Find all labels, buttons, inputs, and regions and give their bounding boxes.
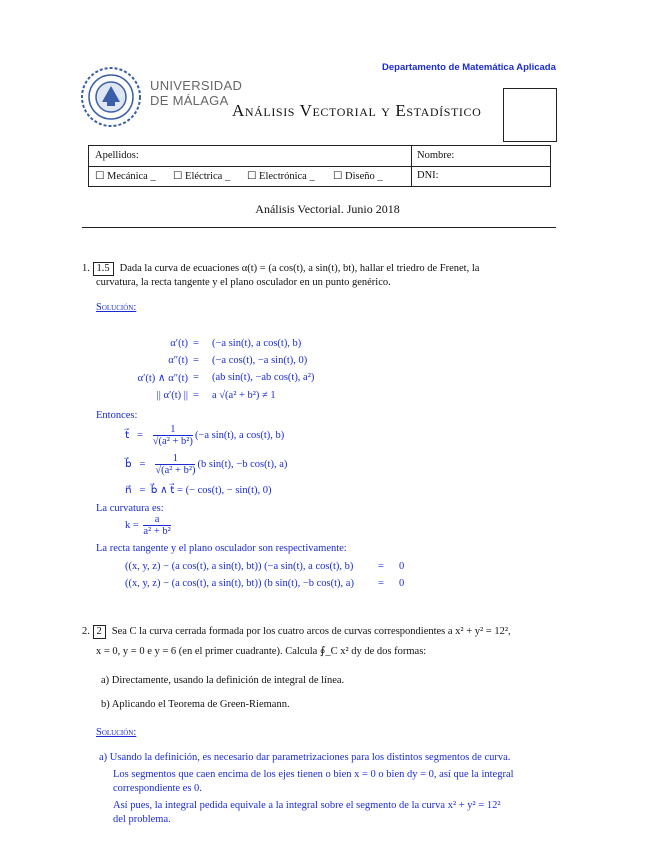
course-title: Análisis Vectorial y Estadístico bbox=[232, 101, 482, 120]
sol-a-line1: a) Usando la definición, es necesario dar parametrizaciones para los distintos segmentos de curva. bbox=[99, 752, 511, 763]
title-divider bbox=[82, 227, 556, 228]
option-mecanica: ☐ Mecánica _ bbox=[95, 171, 156, 182]
problem1-statement-line2: curvatura, la recta tangente y el plano osculador en un punto genérico. bbox=[96, 277, 391, 288]
university-name: UNIVERSIDAD DE MÁLAGA bbox=[150, 78, 243, 108]
eq3-lhs: α′(t) ∧ α″(t) bbox=[137, 373, 188, 384]
entonces-label: Entonces: bbox=[96, 410, 138, 421]
option-electronica: ☐ Electrónica _ bbox=[247, 171, 315, 182]
eq2-rhs: (−a cos(t), −a sin(t), 0) bbox=[212, 355, 308, 366]
nombre-label: Nombre: bbox=[417, 150, 455, 161]
option-electrica: ☐ Eléctrica _ bbox=[173, 171, 231, 182]
normal-vector-eq: n⃗ = b⃗ ∧ t⃗ = (− cos(t), − sin(t), 0) bbox=[125, 485, 272, 496]
tangent-line-eq: ((x, y, z) − (a cos(t), a sin(t), bt)) (−a sin(t), a cos(t), b) bbox=[125, 561, 354, 572]
sol-a-line5: del problema. bbox=[113, 814, 171, 825]
tangent-vector-eq: t⃗ = $\frac{1}{\text{√(a² + b²)}}$ (−a sin(t), a cos(t), b) bbox=[125, 424, 285, 447]
university-seal-icon bbox=[80, 66, 142, 128]
curvature-eq: k = $\frac{a}{\text{a² + b²}}$ bbox=[125, 514, 171, 537]
problem1-points: 1.5 bbox=[93, 262, 114, 276]
eq1-lhs: α′(t) bbox=[170, 338, 188, 349]
tangent-line-label: La recta tangente y el plano osculador son respectivamente: bbox=[96, 543, 347, 554]
problem2-statement: 2. 2 Sea C la curva cerrada formada por los cuatro arcos de curvas correspondientes a x² + y² = 12², bbox=[82, 626, 511, 637]
dni-label: DNI: bbox=[417, 170, 439, 181]
department-name: Departamento de Matemática Aplicada bbox=[382, 62, 556, 73]
student-info-table bbox=[88, 145, 551, 187]
eq2-lhs: α″(t) bbox=[168, 355, 188, 366]
problem1-solution-label: Solución: bbox=[96, 302, 137, 313]
eq4-lhs: || α′(t) || bbox=[156, 390, 188, 401]
binormal-vector-eq: b⃗ = $\frac{1}{\text{√(a² + b²)}}$ (b sin(t), −b cos(t), a) bbox=[125, 453, 288, 476]
osculating-plane-eq: ((x, y, z) − (a cos(t), a sin(t), bt)) (b sin(t), −b cos(t), a) bbox=[125, 578, 354, 589]
sol-a-line3: correspondiente es 0. bbox=[113, 783, 202, 794]
curvature-label: La curvatura es: bbox=[96, 503, 164, 514]
problem2-solution-label: Solución: bbox=[96, 727, 137, 738]
problem1-statement: 1. 1.5 Dada la curva de ecuaciones α(t) = (a cos(t), a sin(t), bt), hallar el triedro de Frenet, la bbox=[82, 263, 480, 274]
apellidos-label: Apellidos: bbox=[95, 150, 139, 161]
sol-a-line4: Así pues, la integral pedida equivale a la integral sobre el segmento de la curva x² + y² = 12² bbox=[113, 800, 501, 811]
problem2-points: 2 bbox=[93, 625, 106, 639]
problem2-statement-line2: x = 0, y = 0 e y = 6 (en el primer cuadrante). Calcula ∮_C x² dy de dos formas: bbox=[96, 646, 427, 657]
sol-a-line2: Los segmentos que caen encima de los ejes tienen o bien x = 0 o bien dy = 0, así que la integral bbox=[113, 769, 514, 780]
option-diseno: ☐ Diseño _ bbox=[333, 171, 383, 182]
exam-title: Análisis Vectorial. Junio 2018 bbox=[255, 202, 400, 216]
eq3-rhs: (ab sin(t), −ab cos(t), a²) bbox=[212, 372, 315, 383]
problem2-item-b: b) Aplicando el Teorema de Green-Riemann. bbox=[101, 699, 290, 710]
eq4-rhs: a √(a² + b²) ≠ 1 bbox=[212, 390, 276, 401]
eq1-rhs: (−a sin(t), a cos(t), b) bbox=[212, 338, 302, 349]
photo-box bbox=[503, 88, 557, 142]
problem2-item-a: a) Directamente, usando la definición de integral de línea. bbox=[101, 675, 345, 686]
